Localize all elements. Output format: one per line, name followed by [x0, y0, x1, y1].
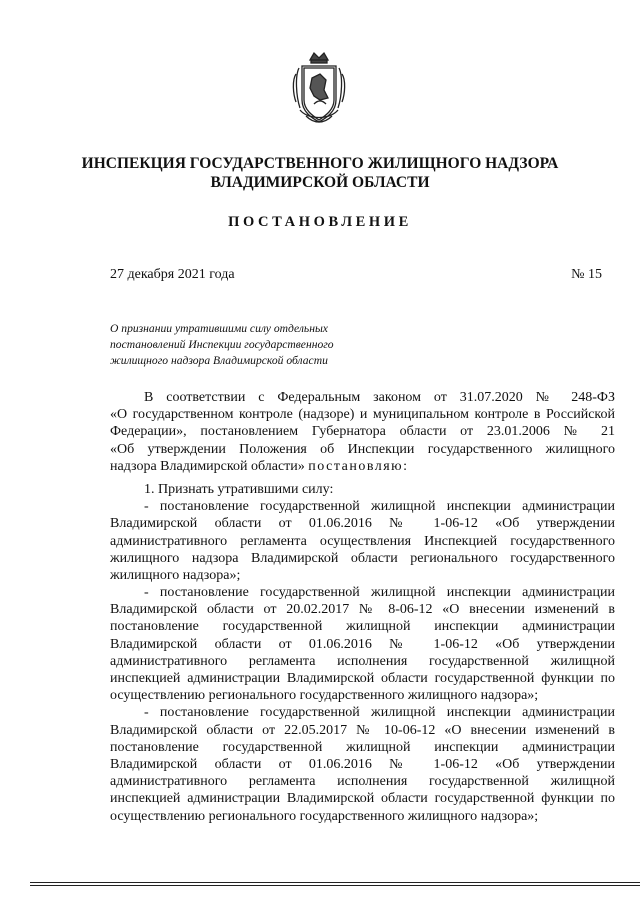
body-line: Владимирской области от 01.06.2016 № 1-06-12 «Об утверждении	[110, 516, 615, 532]
body-line: Владимирской области от 20.02.2017 № 8-06-12 «О внесении изменений в	[110, 602, 615, 618]
body-line: В соответствии с Федеральным законом от 31.07.2020 № 248-ФЗ	[144, 390, 615, 405]
organization-name: ИНСПЕКЦИЯ ГОСУДАРСТВЕННОГО ЖИЛИЩНОГО НАДЗОРА	[81, 155, 559, 172]
subject-line: постановлений Инспекции государственного	[110, 338, 334, 351]
body-line: административного регламента исполнения государственной жилищной	[110, 774, 615, 790]
page-bottom-divider	[30, 885, 640, 886]
body-line: постановление государственной жилищной инспекции администрации	[110, 739, 615, 755]
document-subject	[110, 321, 410, 369]
body-line: инспекцией администрации Владимирской области государственной функции по	[110, 671, 615, 686]
body-line: осуществлению регионального государственного жилищного надзора»;	[110, 688, 539, 704]
page-bottom-divider	[30, 882, 640, 883]
body-line: - постановление государственной жилищной инспекции администрации	[144, 705, 615, 721]
body-line: жилищного надзора Владимирской области регионального государственного	[110, 550, 615, 566]
body-line	[110, 458, 615, 475]
coat-of-arms-icon	[290, 50, 348, 128]
body-line: Федерации», постановлением Губернатора области от 23.01.2006 № 21	[110, 424, 615, 440]
body-line: инспекцией администрации Владимирской области государственной функции по	[110, 791, 615, 807]
subject-line: жилищного надзора Владимирской области	[110, 354, 328, 367]
body-line: Владимирской области от 01.06.2016 № 1-06-12 «Об утверждении	[110, 636, 615, 652]
decree-keyword: постановляю:	[308, 458, 409, 474]
point-heading: 1. Признать утратившими силу:	[144, 481, 334, 497]
document-date: 27 декабря 2021 года	[110, 267, 235, 282]
body-line: - постановление государственной жилищной инспекции администрации	[144, 585, 615, 601]
document-body	[110, 389, 615, 825]
body-line: Владимирской области от 22.05.2017 № 10-06-12 «О внесении изменений в	[110, 722, 615, 738]
body-line: «Об утверждении Положения об Инспекции государственного жилищного	[110, 441, 615, 457]
body-line: Владимирской области от 01.06.2016 № 1-06-12 «Об утверждении	[110, 756, 615, 772]
document-number: № 15	[571, 267, 602, 282]
body-line: административного регламента осуществления Инспекцией государственного	[110, 533, 615, 549]
body-line: «О государственном контроле (надзоре) и муниципальном контроле в Российской	[110, 407, 615, 423]
body-line: - постановление государственной жилищной инспекции администрации	[144, 499, 615, 515]
organization-region: ВЛАДИМИРСКОЙ ОБЛАСТИ	[210, 174, 430, 191]
body-line: осуществлению регионального государственного жилищного надзора»;	[110, 808, 539, 824]
document-type: ПОСТАНОВЛЕНИЕ	[228, 214, 412, 230]
body-line: постановление государственной жилищной инспекции администрации	[110, 619, 615, 635]
subject-line: О признании утратившими силу отдельных	[110, 322, 328, 335]
body-line: жилищного надзора»;	[110, 567, 241, 583]
body-line-text: надзора Владимирской области»	[110, 458, 305, 474]
body-line: административного регламента исполнения государственной жилищной	[110, 653, 615, 669]
